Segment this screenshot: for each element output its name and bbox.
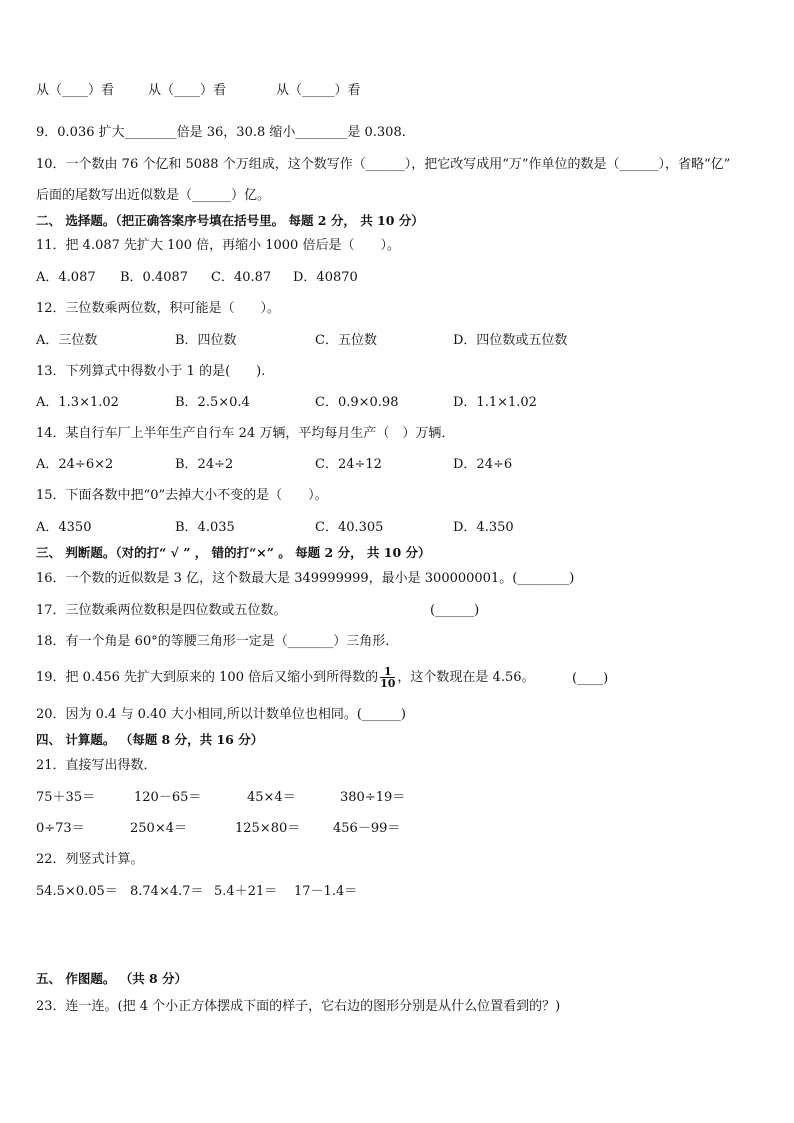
question-19 [36,666,535,689]
q15-option-c: C．40.305 [315,520,384,535]
question-20: 20．因为 0.4 与 0.40 大小相同,所以计数单位也相同。(______) [36,707,406,722]
section-5-heading: 五、 作图题。 （共 8 分） [36,971,188,986]
section-4-heading: 四、 计算题。 （每题 8 分，共 16 分） [36,732,264,747]
calc-item: 125×80＝ [235,821,301,836]
vertical-calc-item: 5.4＋21＝ [214,884,278,899]
q19-answer-blank: (____) [572,671,609,686]
q12-option-a: A．三位数 [36,333,98,348]
q13-option-d: D．1.1×1.02 [453,395,537,410]
q12-option-b: B．四位数 [175,333,237,348]
question-23: 23．连一连。(把 4 个小正方体摆成下面的样子，它右边的图形分别是从什么位置看到的？) [36,999,561,1014]
question-16: 16．一个数的近似数是 3 亿，这个数最大是 349999999，最小是 300000001。(________) [36,571,575,586]
question-11: 11．把 4.087 先扩大 100 倍，再缩小 1000 倍后是（ ）。 [36,238,400,253]
view-blank-2: 从（____）看 [148,83,227,98]
q11-option-a: A．4.087 [36,270,96,285]
q14-option-c: C．24÷12 [315,457,382,472]
question-13: 13．下列算式中得数小于 1 的是( ). [36,364,266,379]
view-blank-1: 从（____）看 [36,83,115,98]
q14-option-d: D．24÷6 [453,457,513,472]
vertical-calc-item: 8.74×4.7＝ [130,884,204,899]
question-10-line2: 后面的尾数写出近似数是（______）亿。 [36,188,271,203]
calc-item: 250×4＝ [130,821,187,836]
q13-option-c: C．0.9×0.98 [315,395,399,410]
q19-text-before: 19．把 0.456 先扩大到原来的 100 倍后又缩小到所得数的 [36,670,379,685]
q15-option-a: A．4350 [36,520,92,535]
question-12: 12．三位数乘两位数，积可能是（ ）。 [36,301,281,316]
q14-option-a: A．24÷6×2 [36,457,114,472]
calc-item: 75＋35＝ [36,790,96,805]
q14-option-b: B．24÷2 [175,457,234,472]
q11-option-d: D．40870 [293,270,358,285]
calc-item: 0÷73＝ [36,821,85,836]
fraction-one-tenth [380,666,395,689]
question-14: 14．某自行车厂上半年生产自行车 24 万辆，平均每月生产（ ）万辆． [36,426,455,441]
question-9: 9．0.036 扩大________倍是 36，30.8 缩小________是 0.308. [36,125,406,140]
q11-option-b: B．0.4087 [120,270,189,285]
question-17: 17．三位数乘两位数积是四位数或五位数。 [36,603,287,618]
question-10-line1: 10．一个数由 76 个亿和 5088 个万组成，这个数写作（______），把它改写成用“万”作单位的数是（______），省略“亿” [36,157,731,172]
view-blank-3: 从（_____）看 [276,83,361,98]
calc-item: 456－99＝ [333,821,401,836]
calc-item: 380÷19＝ [340,790,406,805]
q19-text-after: ，这个数现在是 4.56。 [397,670,535,685]
q15-option-b: B．4.035 [175,520,235,535]
q17-answer-blank: (______) [430,603,480,618]
calc-item: 120－65＝ [134,790,202,805]
vertical-calc-item: 17－1.4＝ [294,884,358,899]
fraction-denominator: 10 [380,677,396,690]
question-22: 22．列竖式计算。 [36,852,144,867]
question-15: 15．下面各数中把“0”去掉大小不变的是（ ）。 [36,488,328,503]
calc-item: 45×4＝ [247,790,296,805]
q13-option-b: B．2.5×0.4 [175,395,250,410]
question-18: 18．有一个角是 60°的等腰三角形一定是（_______）三角形． [36,634,399,649]
q11-option-c: C．40.87 [211,270,272,285]
q15-option-d: D．4.350 [453,520,514,535]
section-3-heading: 三、 判断题。（对的打“ √ ” ， 错的打“×” 。 每题 2 分， 共 10 分） [36,545,431,560]
question-21: 21．直接写出得数． [36,758,157,773]
vertical-calc-item: 54.5×0.05＝ [36,884,118,899]
q12-option-c: C．五位数 [315,333,377,348]
fraction-numerator: 1 [380,666,395,678]
q12-option-d: D．四位数或五位数 [453,333,568,348]
section-2-heading: 二、 选择题。（把正确答案序号填在括号里。 每题 2 分， 共 10 分） [36,213,424,228]
q13-option-a: A．1.3×1.02 [36,395,119,410]
